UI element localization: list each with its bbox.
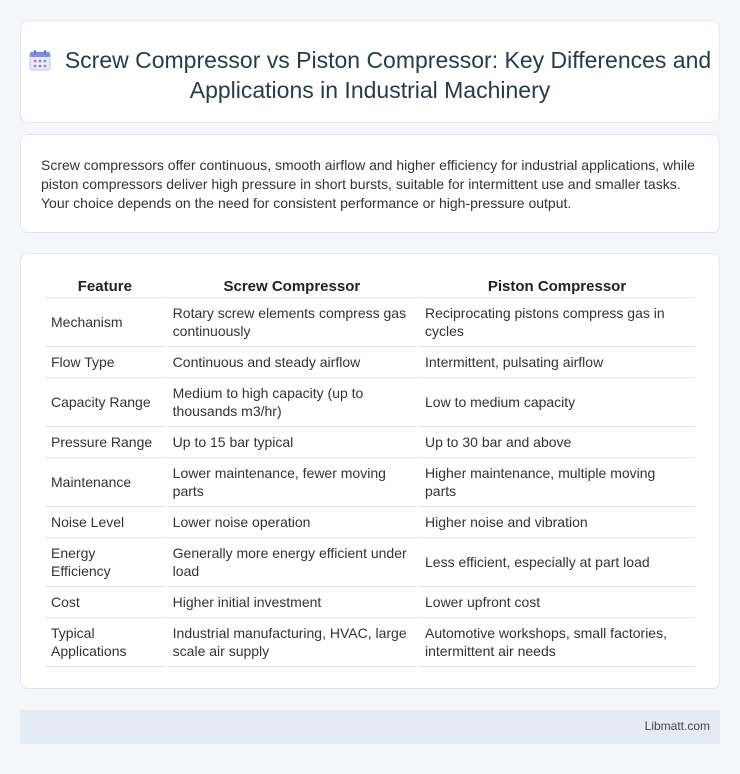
table-cell-piston: Reciprocating pistons compress gas in cycles [419, 298, 695, 347]
table-cell-feature: Cost [45, 587, 165, 618]
title-card [20, 20, 720, 123]
table-cell-feature: Capacity Range [45, 378, 165, 427]
table-cell-piston: Lower upfront cost [419, 587, 695, 618]
table-cell-piston: Up to 30 bar and above [419, 427, 695, 458]
header-screw-compressor: Screw Compressor [167, 276, 417, 298]
table-cell-feature: Energy Efficiency [45, 538, 165, 587]
table-cell-screw: Industrial manufacturing, HVAC, large scale air supply [167, 618, 417, 667]
table-cell-screw: Lower noise operation [167, 507, 417, 538]
table-cell-piston: Higher noise and vibration [419, 507, 695, 538]
table-row [45, 378, 695, 427]
page-title-wrap [21, 45, 719, 105]
intro-card [20, 134, 720, 233]
intro-text: Screw compressors offer continuous, smooth airflow and higher efficiency for industrial applications, while piston compressors deliver high pressure in short bursts, suitable for intermittent use and smaller tasks. Your choice depends on the need for consistent performance or high-pressure output. [41, 157, 695, 211]
footer [20, 710, 720, 744]
table-cell-screw: Medium to high capacity (up to thousands m3/hr) [167, 378, 417, 427]
table-row [45, 298, 695, 347]
table-header-row [45, 276, 695, 298]
table-cell-screw: Lower maintenance, fewer moving parts [167, 458, 417, 507]
table-row [45, 458, 695, 507]
comparison-card [20, 253, 720, 689]
table-cell-feature: Maintenance [45, 458, 165, 507]
table-row [45, 347, 695, 378]
table-cell-screw: Rotary screw elements compress gas continuously [167, 298, 417, 347]
table-row [45, 507, 695, 538]
table-cell-piston: Low to medium capacity [419, 378, 695, 427]
header-feature: Feature [45, 276, 165, 298]
table-cell-screw: Continuous and steady airflow [167, 347, 417, 378]
table-cell-feature: Pressure Range [45, 427, 165, 458]
header-piston-compressor: Piston Compressor [419, 276, 695, 298]
table-row [45, 538, 695, 587]
table-row [45, 618, 695, 667]
table-row [45, 587, 695, 618]
table-row [45, 427, 695, 458]
table-cell-screw: Higher initial investment [167, 587, 417, 618]
table-cell-piston: Higher maintenance, multiple moving parts [419, 458, 695, 507]
comparison-table [43, 276, 697, 667]
table-cell-feature: Typical Applications [45, 618, 165, 667]
table-cell-feature: Flow Type [45, 347, 165, 378]
table-cell-screw: Generally more energy efficient under load [167, 538, 417, 587]
table-cell-piston: Intermittent, pulsating airflow [419, 347, 695, 378]
table-cell-feature: Noise Level [45, 507, 165, 538]
table-cell-feature: Mechanism [45, 298, 165, 347]
footer-site-link[interactable]: Libmatt.com [644, 719, 710, 733]
table-cell-screw: Up to 15 bar typical [167, 427, 417, 458]
table-cell-piston: Less efficient, especially at part load [419, 538, 695, 587]
calendar-icon [29, 49, 51, 71]
page-title: Screw Compressor vs Piston Compressor: Key Differences and Applications in Industrial Machinery [64, 47, 712, 103]
table-cell-piston: Automotive workshops, small factories, intermittent air needs [419, 618, 695, 667]
